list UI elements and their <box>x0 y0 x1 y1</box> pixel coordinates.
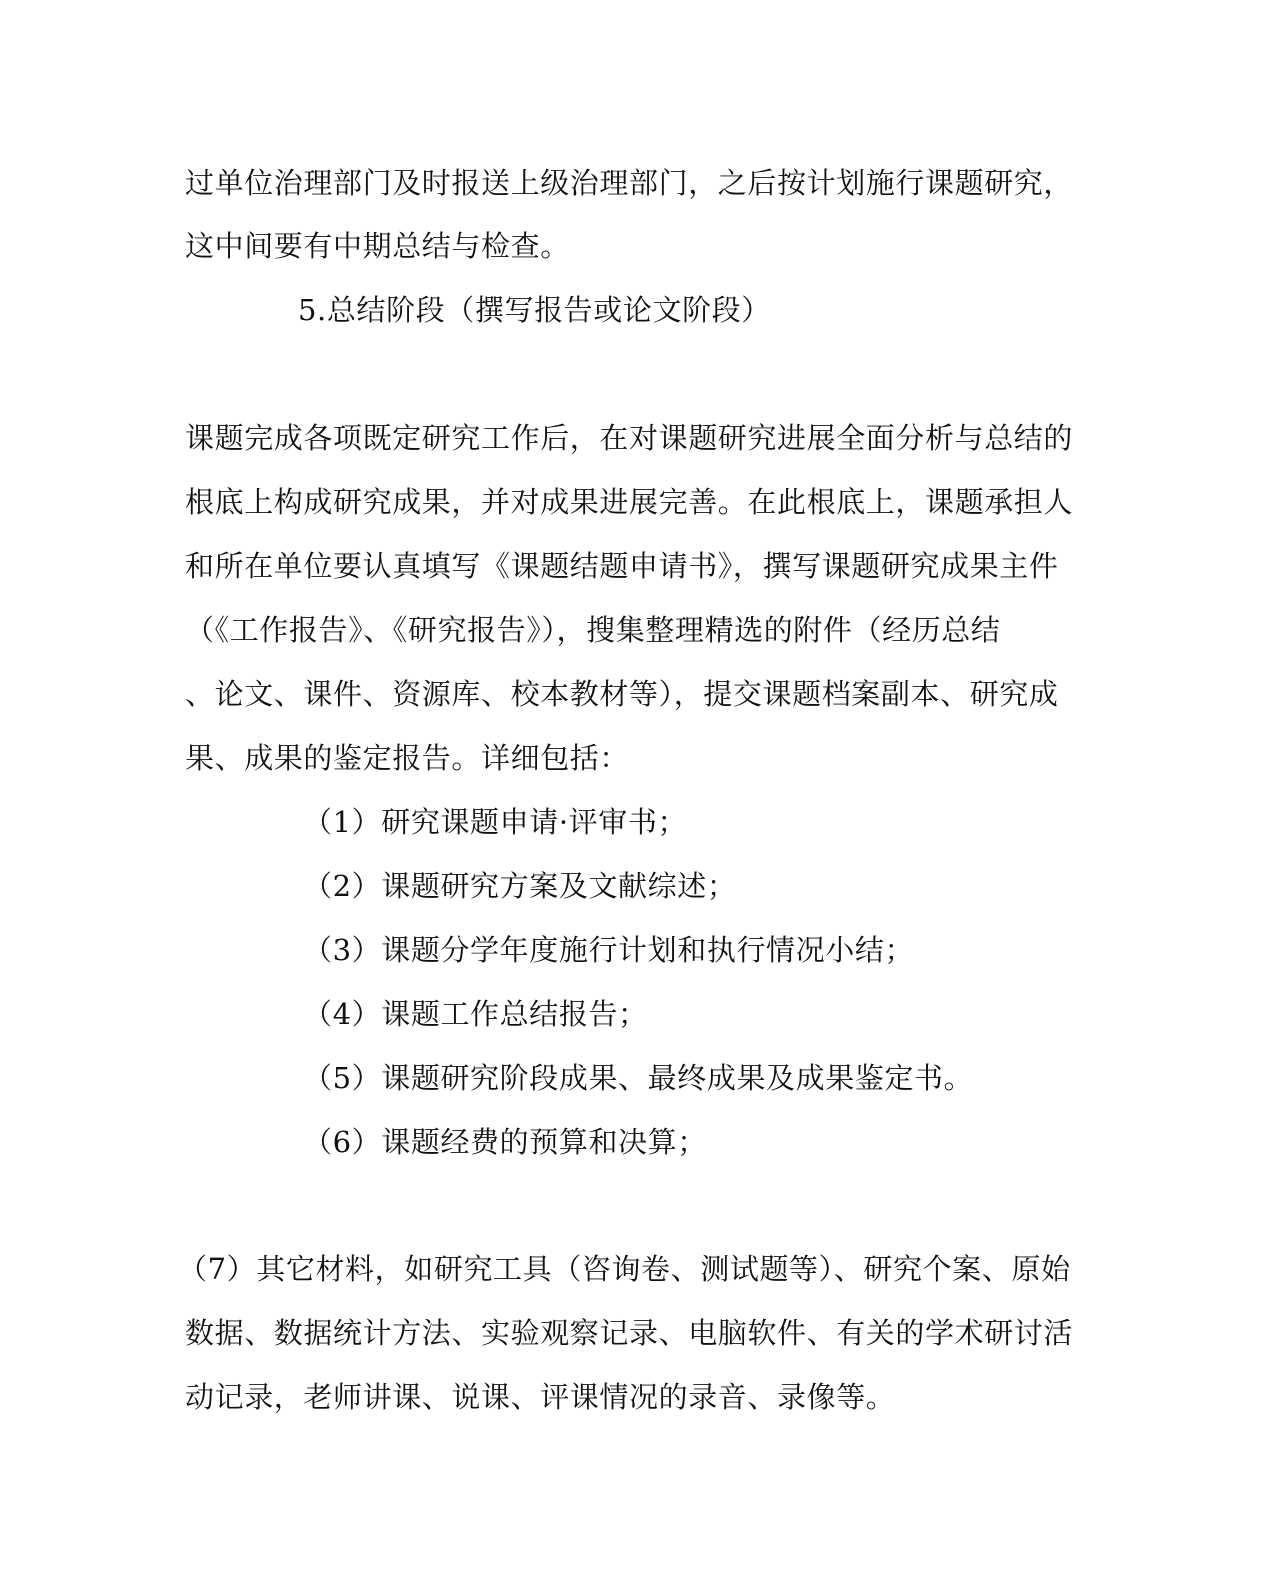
list-item-3: （3）课题分学年度施行计划和执行情况小结； <box>303 933 915 967</box>
summary-line-5: 、论文、课件、资源库、校本教材等），提交课题档案副本、研究成 <box>185 677 1059 711</box>
list-item-6: （6）课题经费的预算和决算； <box>303 1125 707 1159</box>
item7-line-2: 数据、数据统计方法、实验观察记录、电脑软件、有关的学术研讨活 <box>185 1316 1074 1350</box>
summary-line-1: 课题完成各项既定研究工作后，在对课题研究进展全面分析与总结的 <box>185 421 1074 455</box>
continuation-line-2: 这中间要有中期总结与检查。 <box>185 229 570 263</box>
summary-line-4: （《工作报告》、《研究报告》），搜集整理精选的附件（经历总结 <box>185 613 1001 647</box>
item7-line-1: （7）其它材料，如研究工具（咨询卷、测试题等）、研究个案、原始 <box>178 1252 1071 1286</box>
item7-line-3: 动记录，老师讲课、说课、评课情况的录音、录像等。 <box>185 1380 896 1414</box>
list-item-5: （5）课题研究阶段成果、最终成果及成果鉴定书。 <box>303 1061 974 1095</box>
continuation-line-1: 过单位治理部门及时报送上级治理部门，之后按计划施行课题研究， <box>185 166 1074 200</box>
list-item-2: （2）课题研究方案及文献综述； <box>303 869 737 903</box>
summary-line-3: 和所在单位要认真填写《课题结题申请书》，撰写课题研究成果主件 <box>185 549 1059 583</box>
section-heading: 5.总结阶段（撰写报告或论文阶段） <box>298 293 771 327</box>
list-item-4: （4）课题工作总结报告； <box>303 997 648 1031</box>
summary-line-2: 根底上构成研究成果，并对成果进展完善。在此根底上，课题承担人 <box>185 485 1074 519</box>
summary-line-6: 果、成果的鉴定报告。详细包括： <box>185 741 630 775</box>
list-item-1: （1）研究课题申请·评审书； <box>303 805 688 839</box>
